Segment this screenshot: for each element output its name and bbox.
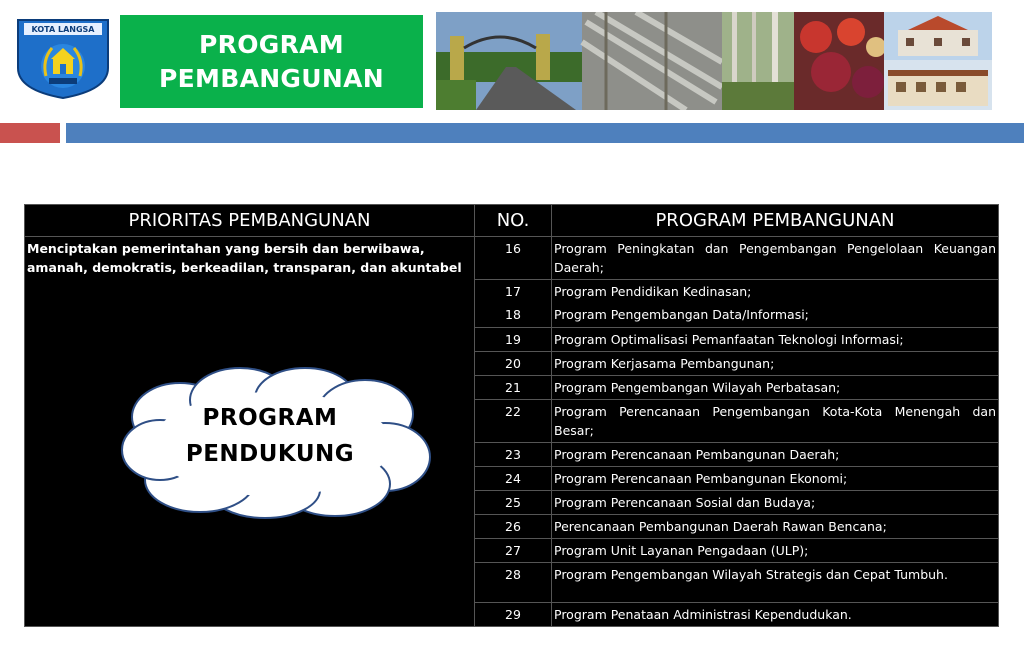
building-photo-top — [884, 12, 992, 60]
row-number: 27 — [475, 538, 552, 562]
header-program: PROGRAM PEMBANGUNAN — [552, 205, 999, 237]
priority-cell: Menciptakan pemerintahan yang bersih dan berwibawa, amanah, demokratis, berkeadilan, transparan, dan akuntabel — [25, 237, 475, 627]
row-number: 18 — [475, 303, 552, 327]
title-line-2: PEMBANGUNAN — [159, 63, 384, 93]
row-number: 20 — [475, 351, 552, 375]
row-number: 22 — [475, 399, 552, 442]
table-row — [25, 237, 999, 280]
callout-line-2: PENDUKUNG — [185, 441, 355, 467]
program-pendukung-callout — [120, 362, 440, 522]
row-number: 26 — [475, 514, 552, 538]
program-name: Program Peningkatan dan Pengembangan Pengelolaan Keuangan Daerah; — [552, 237, 999, 280]
title-line-1: PROGRAM — [199, 29, 344, 59]
program-name: Program Optimalisasi Pemanfaatan Teknologi Informasi; — [552, 327, 999, 351]
market-produce-photo — [794, 12, 886, 110]
row-number: 21 — [475, 375, 552, 399]
header-prioritas: PRIORITAS PEMBANGUNAN — [25, 205, 475, 237]
program-name: Program Unit Layanan Pengadaan (ULP); — [552, 538, 999, 562]
forest-photo — [722, 12, 794, 110]
photo-collage — [436, 12, 992, 110]
program-name: Program Pendidikan Kedinasan; — [552, 280, 999, 304]
program-name: Program Perencanaan Sosial dan Budaya; — [552, 490, 999, 514]
accent-bar-blue — [66, 123, 1024, 143]
callout-text — [120, 400, 420, 472]
program-name: Program Pengembangan Wilayah Strategis dan Cepat Tumbuh. — [552, 562, 999, 602]
gate-road-photo — [436, 12, 582, 110]
program-name: Program Pengembangan Wilayah Perbatasan; — [552, 375, 999, 399]
row-number: 29 — [475, 602, 552, 626]
row-number: 25 — [475, 490, 552, 514]
building-photo-bottom — [884, 60, 992, 110]
program-name: Program Perencanaan Pengembangan Kota-Kota Menengah dan Besar; — [552, 399, 999, 442]
program-name: Program Kerjasama Pembangunan; — [552, 351, 999, 375]
program-name: Program Perencanaan Pembangunan Daerah; — [552, 442, 999, 466]
accent-bar-red — [0, 123, 60, 143]
logo-text: KOTA LANGSA — [31, 25, 95, 34]
table-header-row — [25, 205, 999, 237]
title-banner — [120, 15, 423, 108]
row-number: 28 — [475, 562, 552, 602]
row-number: 24 — [475, 466, 552, 490]
program-name: Program Perencanaan Pembangunan Ekonomi; — [552, 466, 999, 490]
kota-langsa-logo — [16, 18, 110, 100]
header-no: NO. — [475, 205, 552, 237]
row-number: 23 — [475, 442, 552, 466]
row-number: 17 — [475, 280, 552, 304]
program-name: Program Penataan Administrasi Kependudukan. — [552, 602, 999, 626]
row-number: 19 — [475, 327, 552, 351]
fish-drying-photo — [582, 12, 722, 110]
program-name: Perencanaan Pembangunan Daerah Rawan Bencana; — [552, 514, 999, 538]
program-name: Program Pengembangan Data/Informasi; — [552, 303, 999, 327]
row-number: 16 — [475, 237, 552, 280]
callout-line-1: PROGRAM — [202, 405, 338, 431]
